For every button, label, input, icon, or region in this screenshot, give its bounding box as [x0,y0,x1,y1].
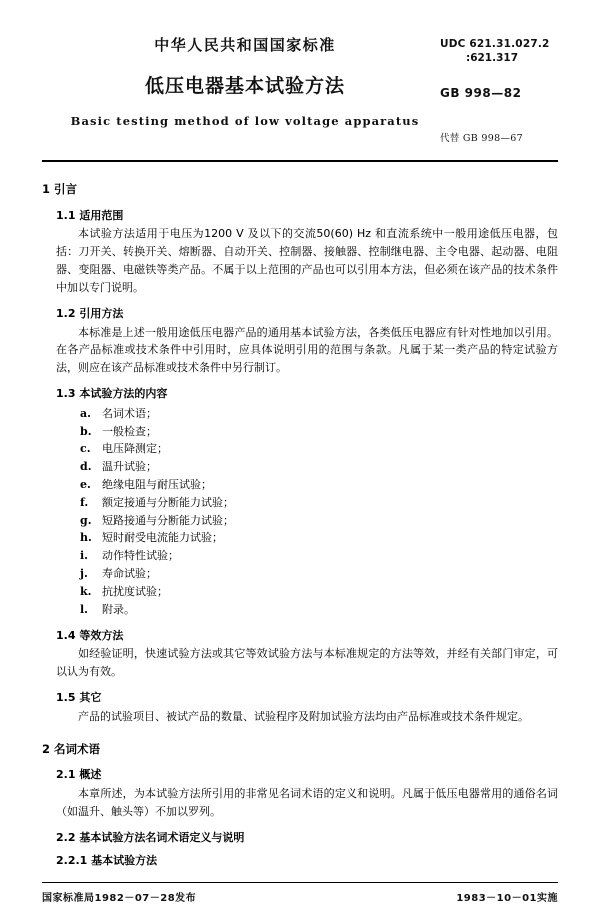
list-item-label: i. [80,549,89,563]
list-item-label: j. [80,567,88,581]
standard-number: GB 998—82 [440,86,522,100]
document-body [42,180,558,870]
list-item-label: l. [80,602,89,616]
list-item [80,565,558,583]
header-divider [42,160,558,162]
footer-issued: 国家标准局1982－07－28发布 [42,893,197,904]
list-item-text: 短时耐受电流能力试验； [102,531,223,545]
list-item [80,440,558,458]
section-1-3-heading: 1.3 本试验方法的内容 [56,386,168,400]
list-item [80,529,558,547]
footer-effective: 1983－10－01实施 [456,893,558,904]
section-1-1-heading: 1.1 适用范围 [56,208,124,222]
list-item-text: 绝缘电阻与耐压试验； [102,478,212,491]
list-item-label: e. [80,478,91,491]
document-title-cn: 低压电器基本试验方法 [144,75,345,97]
list-item-label: h. [80,531,92,545]
udc-code-line1: UDC 621.31.027.2 [440,38,550,50]
replaces-note: 代替 GB 998—67 [440,133,523,144]
list-item-label: c. [80,442,91,456]
section-2-1-heading: 2.1 概述 [56,768,102,782]
list-item [80,476,558,494]
list-item-text: 额定接通与分断能力试验； [102,495,234,509]
section-1-2-heading: 1.2 引用方法 [56,306,124,320]
list-item-text: 温升试验； [102,460,157,474]
list-item-text: 一般检查； [102,424,157,438]
list-item-text: 寿命试验； [102,567,157,581]
list-item-label: g. [80,513,92,527]
document-header [42,34,558,146]
list-item-label: k. [80,584,92,598]
document-footer [42,883,558,904]
list-item [80,423,558,441]
section-1-4-heading: 1.4 等效方法 [56,628,124,642]
section-2-2-heading: 2.2 基本试验方法名词术语定义与说明 [56,830,245,844]
section-1-5-heading: 1.5 其它 [56,690,102,704]
list-item [80,494,558,512]
list-item-label: f. [80,495,89,509]
list-item-text: 名词术语； [102,406,157,420]
header-right-block [440,38,558,144]
section-2-2-1-heading: 2.2.1 基本试验方法 [56,854,158,868]
list-item-label: a. [80,406,91,420]
section-1-5-text: 产品的试验项目、被试产品的数量、试验程序及附加试验方法均由产品标准或技术条件规定。 [78,709,529,723]
list-item [80,583,558,601]
list-item-label: b. [80,424,92,438]
section-1-4-text: 如经验证明，快速试验方法或其它等效试验方法与本标准规定的方法等效，并经有关部门审定，可以认为有效。 [56,647,558,679]
list-item-text: 动作特性试验； [102,549,179,563]
list-item-label: d. [80,460,92,474]
list-item [80,512,558,530]
list-item-text: 短路接通与分断能力试验； [102,513,234,527]
section-1-3-list [42,405,558,619]
section-1-heading: 1 引言 [42,182,78,196]
list-item [80,405,558,423]
section-2-heading: 2 名词术语 [42,741,101,756]
list-item [80,547,558,565]
list-item-text: 抗扰度试验； [102,584,168,598]
section-1-1-text: 本试验方法适用于电压为1200 V 及以下的交流50(60) Hz 和直流系统中一般用途低压电器，包括：刀开关、转换开关、熔断器、自动开关、控制器、接触器、控制继电器、主令电器、起动器、电阻器、变阻器、电磁铁等类产品。不属于以上范围的产品也可以引用本方法，但必须在该产品的技术条件中加以专门说明。 [56,227,558,294]
list-item [80,601,558,619]
section-1-2-text: 本标准是上述一般用途低压电器产品的通用基本试验方法，各类低压电器应有针对性地加以引用。在各产品标准或技术条件中引用时，应具体说明引用的范围与条款。凡属于某一类产品的特定试验方法，则应在该产品标准或技术条件中另行制订。 [56,325,558,375]
list-item-text: 电压降测定； [102,442,168,456]
udc-code-line2: :621.317 [466,52,519,64]
section-2-1-text: 本章所述，为本试验方法所引用的非常见名词术语的定义和说明。凡属于低压电器常用的通俗名词（如温升、触头等）不加以罗列。 [56,787,558,818]
list-item [80,458,558,476]
list-item-text: 附录。 [102,602,135,616]
document-title-en: Basic testing method of low voltage apparatus [70,114,420,128]
national-standard-label: 中华人民共和国国家标准 [154,36,336,54]
